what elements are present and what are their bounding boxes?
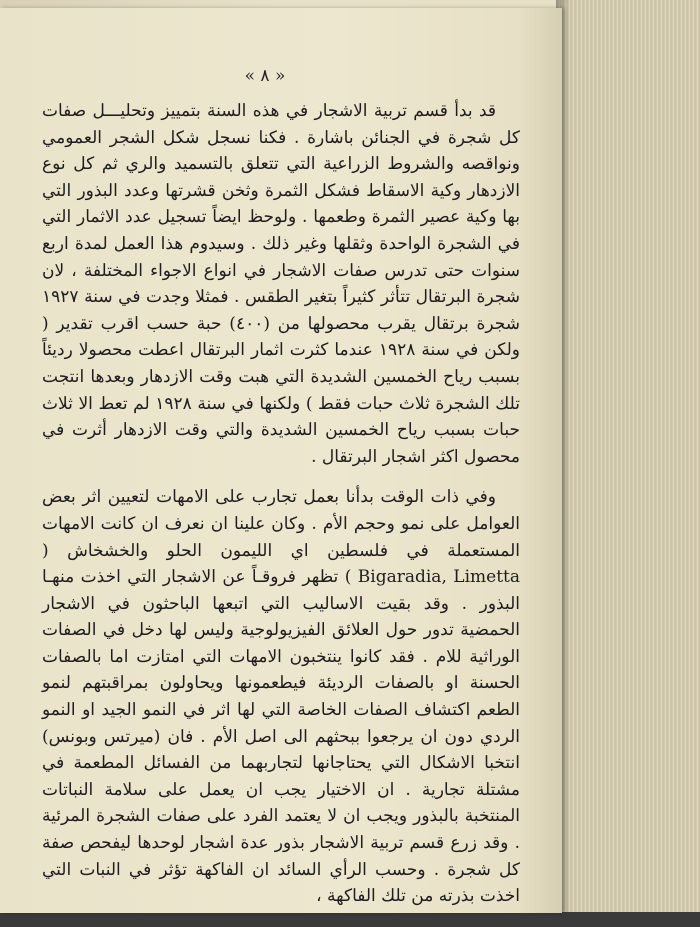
paragraph-2: وفي ذات الوقت بدأنا بعمل تجارب على الامهات لتعيين اثر بعض العوامل على نمو وحجم الأم . وكان علينا ان نعرف ان كانت الامهات المستعملة في فلسطين اي الليمون الحلو والخشخاش ( Bigaradia, Limetta ) تظهر فروقـاً عن الاشجار التي اخذت منهـا البذور . وقد بقيت الاساليب التي اتبعها الباحثون في الاشجار الحمضية تدور حول العلائق الفيزيولوجية وليس لها دخل في الصفات الوراثية للام . فقد كانوا ينتخبون الامهات التي امتازت اما بالصفات الحسنة او بالصفات الرديئة فيطعمونها ويحاولون بمراقبتهم لنمو الطعم اكتشاف الصفات الخاصة التي لها اثر في النمو الجيد او النمو الردي دون ان يرجعوا ببحثهم الى اصل الأم . فان (ميرتس وبونس) انتخبا الاشكال التي يحتاجانها لتجاربهما من الفسائل المطعمة في مشتلة تجارية . ان الاختيار يجب ان يعمل على سلامة النباتات المنتخبة بالبذور ويجب ان لا يعتمد الفرد على صفات الشجرة المرئية . وقد زرع قسم تربية الاشجار بذور عدة اشجار لوحدها ليفحص صفة كل شجرة . وحسب الرأي السائد ان الفاكهة تؤثر في النبات التي اخذت بذرته من تلك الفاكهة ، [42, 487, 520, 907]
paragraph-1: قد بدأ قسم تربية الاشجار في هذه السنة بتمييز وتحليـــل صفات كل شجرة في الجنائن باشارة . فكنا نسجل شكل الشجر العمومي ونواقصه والشروط الزراعية التي تتعلق بالتسميد والري ثم كل نوع الازدهار وكية الاسقاط فشكل الثمرة وثخن قشرتها وعدد البذور التي بها وكية عصير الثمرة وطعمها . ولوحظ ايضاً تسجيل عدد الاثمار التي في الشجرة الواحدة وثقلها وغير ذلك . وسيدوم هذا العمل لمدة اربع سنوات حتى تدرس صفات الاشجار في انواع الاجواء المختلفة ، لان شجرة البرتقال تتأثر كثيراً بتغير الطقس . فمثلا وجدت في سنة ١٩٢٧ شجرة برتقال يقرب محصولها من (٤٠٠) حبة حسب اقرب تقدير ( ولكن في سنة ١٩٢٨ عندما كثرت اثمار البرتقال اعطت محصولا رديئاً بسبب رياح الخمسين الشديدة التي هبت وقت الازدهار وبعدها انتجت تلك الشجرة ثلاث حبات فقط ) ولكنها في سنة ١٩٢٨ لم تعط الا ثلاث حبات بسبب رياح الخمسين الشديدة والتي وقت الازدهار أثرت في محصول اكثر اشجار البرتقال . [42, 101, 520, 467]
book-page-edges [560, 0, 700, 927]
page-number: « ٨ » [244, 66, 286, 86]
book-page [0, 8, 562, 913]
bottom-shadow [0, 912, 700, 927]
body-text [42, 98, 520, 910]
